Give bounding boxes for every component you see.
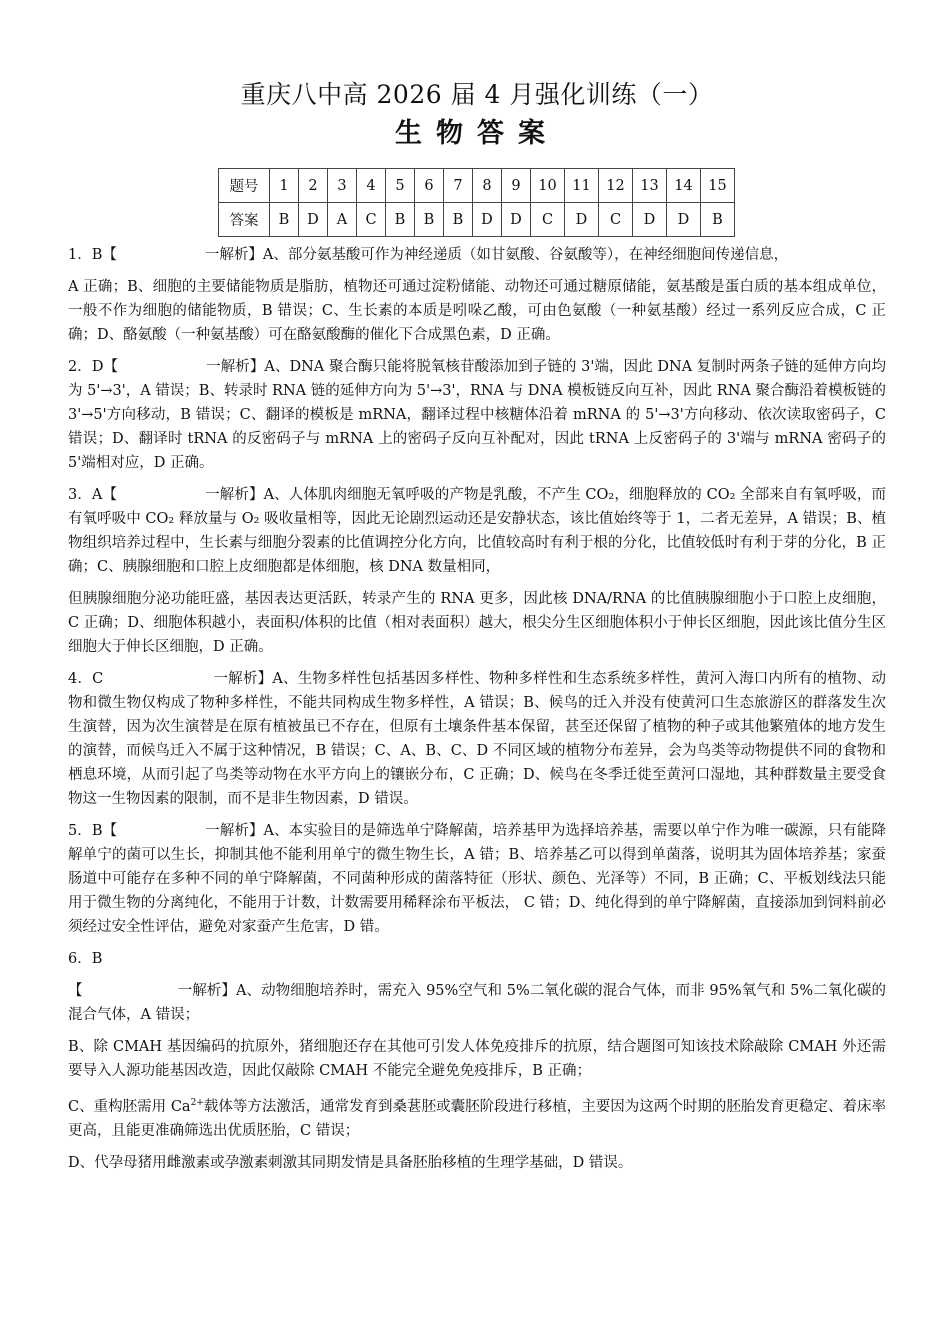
table-cell: 11 [565,169,599,203]
table-cell: B [701,203,735,237]
table-cell: B [415,203,444,237]
table-cell: C [599,203,633,237]
table-cell: 2 [299,169,328,203]
document-subtitle: 生物答案 [395,118,559,149]
option-c-text-start: C、重构胚需用 Ca [68,1098,191,1115]
question-6-bracket: 【 [68,983,83,999]
table-cell: 8 [473,169,502,203]
question-3-text: A、人体肌肉细胞无氧呼吸的产物是乳酸，不产生 CO₂，细胞释放的 CO₂ 全部来自有氧呼吸，而有氧呼吸中 CO₂ 释放量与 O₂ 吸收量相等，因此无论剧烈运动还是安静状态，该比值始终等于 1，二者无差异，A 错误；B、植物组织培养过程中，生长素与细胞分裂素的比值调控分化方向，比值较高时有利于根的分化，比值较低时有利于芽的分化，B 正确；C、胰腺细胞和口腔上皮细胞都是体细胞，核 DNA 数量相同， [68,487,887,575]
table-cell: B [444,203,473,237]
question-4-label: 4．C [68,671,104,687]
question-2-label: 2．D【 [68,359,119,375]
question-6-option-c [68,1091,886,1143]
table-cell: C [357,203,386,237]
question-6-option-d: D、代孕母猪用雌激素或孕激素刺激其同期发情是具备胚胎移植的生理学基础，D 错误。 [68,1154,633,1171]
table-cell: 7 [444,169,473,203]
table-cell: 6 [415,169,444,203]
question-1-paragraph-2: A 正确；B、细胞的主要储能物质是脂肪，植物还可通过淀粉储能、动物还可通过糖原储能，氨基酸是蛋白质的基本组成单位，一般不作为细胞的储能物质，B 错误；C、生长素的本质是吲哚乙酸，可由色氨酸（一种氨基酸）经过一系列反应合成，C 正确；D、酪氨酸（一种氨基酸）可在酪氨酸酶的催化下合成黑色素，D 正确。 [68,279,886,343]
table-cell: 3 [328,169,357,203]
table-cell: D [667,203,701,237]
table-cell: 14 [667,169,701,203]
table-header-number: 题号 [219,169,270,203]
question-5-text: A、本实验目的是筛选单宁降解菌，培养基甲为选择培养基，需要以单宁作为唯一碳源，只有能降解单宁的菌可以生长，抑制其他不能利用单宁的微生物生长，A 错；B、培养基乙可以得到单菌落，说明其为固体培养基；家蚕肠道中可能存在多种不同的单宁降解菌，不同菌种形成的菌落特征（形状、颜色、光泽等）不同，B 正确；C、平板划线法只能用于微生物的分离纯化，不能用于计数，计数需要用稀释涂布平板法， C 错；D、纯化得到的单宁降解菌，直接添加到饲料前必须经过安全性评估，避免对家蚕产生危害，D 错。 [68,823,886,935]
table-cell: C [531,203,565,237]
question-3-explanation [68,483,886,579]
table-cell: D [473,203,502,237]
table-cell: 13 [633,169,667,203]
question-3-paragraph-2: 但胰腺细胞分泌功能旺盛，基因表达更活跃，转录产生的 RNA 更多，因此核 DNA/RNA 的比值胰腺细胞小于口腔上皮细胞，C 正确；D、细胞体积越小，表面积/体积的比值（相对表面积）越大，根尖分生区细胞体积小于伸长区细胞，因此该比值分生区细胞大于伸长区细胞，D 正确。 [68,591,886,655]
table-cell: B [386,203,415,237]
question-1-explanation [68,243,886,267]
analysis-tag: 一解析】 [205,823,264,839]
table-cell: D [299,203,328,237]
calcium-superscript: 2+ [190,1098,204,1108]
table-cell: 12 [599,169,633,203]
table-cell: D [633,203,667,237]
table-cell: 1 [270,169,299,203]
option-c-text-end: 载体等方法激活，通常发育到桑葚胚或囊胚阶段进行移植，主要因为这两个时期的胚胎发育更稳定、着床率更高，且能更准确筛选出优质胚胎，C 错误； [68,1098,886,1139]
analysis-tag: 一解析】 [205,487,264,503]
question-4-text: A、生物多样性包括基因多样性、物种多样性和生态系统多样性，黄河入海口内所有的植物、动物和微生物仅构成了物种多样性，不能共同构成生物多样性，A 错误；B、候鸟的迁入并没有使黄河口生态旅游区的群落发生次生演替，因为次生演替是在原有植被虽已不存在，但原有土壤条件基本保留，甚至还保留了植物的种子或其他繁殖体的地方发生的演替，而候鸟迁入不属于这种情况，B 错误；C、A、B、C、D 不同区域的植物分布差异，会为鸟类等动物提供不同的食物和栖息环境，从而引起了鸟类等动物在水平方向上的镶嵌分布，C 正确；D、候鸟在冬季迁徙至黄河口湿地，其种群数量主要受食物这一生物因素的限制，而不是非生物因素，D 错误。 [68,671,886,807]
table-cell: A [328,203,357,237]
question-2-text: A、DNA 聚合酶只能将脱氧核苷酸添加到子链的 3'端，因此 DNA 复制时两条子链的延伸方向均为 5'→3'，A 错误；B、转录时 RNA 链的延伸方向为 5'→3'，RNA 与 DNA 模板链反向互补，因此 RNA 聚合酶沿着模板链的 3'→5'方向移动，B 错误；C、翻译的模板是 mRNA，翻译过程中核糖体沿着 mRNA 的 5'→3'方向移动、依次读取密码子，C 错误；D、翻译时 tRNA 的反密码子与 mRNA 上的密码子反向互补配对，因此 tRNA 上反密码子的 3'端与 mRNA 密码子的 5'端相对应，D 正确。 [68,359,887,471]
question-6-explanation [68,979,886,1027]
table-cell: D [565,203,599,237]
analysis-tag: 一解析】 [177,983,236,999]
table-cell: 9 [502,169,531,203]
question-6-option-b: B、除 CMAH 基因编码的抗原外，猪细胞还存在其他可引发人体免疫排斥的抗原，结合题图可知该技术除敲除 CMAH 外还需要导入人源功能基因改造，因此仅敲除 CMAH 不能完全避免免疫排斥，B 正确； [68,1039,886,1079]
question-4-explanation [68,667,886,811]
table-cell: 5 [386,169,415,203]
question-6-label: 6．B [68,951,103,967]
document-page [68,78,886,1183]
question-2-explanation [68,355,886,475]
analysis-tag: 一解析】 [204,247,263,263]
table-header-answer: 答案 [219,203,270,237]
table-cell: 10 [531,169,565,203]
question-3-label: 3．A【 [68,487,118,503]
answer-table [218,168,735,237]
question-5-explanation [68,819,886,939]
table-cell: D [502,203,531,237]
question-5-label: 5．B【 [68,823,118,839]
question-1-text: A、部分氨基酸可作为神经递质（如甘氨酸、谷氨酸等），在神经细胞间传递信息， [262,247,789,263]
answer-table-number-row [219,169,735,203]
table-cell: 4 [357,169,386,203]
table-cell: B [270,203,299,237]
answer-table-answer-row [219,203,735,237]
document-title: 重庆八中高 2026 届 4 月强化训练（一） [240,80,714,109]
question-6-text: A、动物细胞培养时，需充入 95%空气和 5%二氧化碳的混合气体，而非 95%氧气和 5%二氧化碳的混合气体，A 错误； [68,983,887,1023]
analysis-tag: 一解析】 [206,359,265,375]
table-cell: 15 [701,169,735,203]
question-1-label: 1．B【 [68,247,117,263]
analysis-tag: 一解析】 [213,671,273,687]
